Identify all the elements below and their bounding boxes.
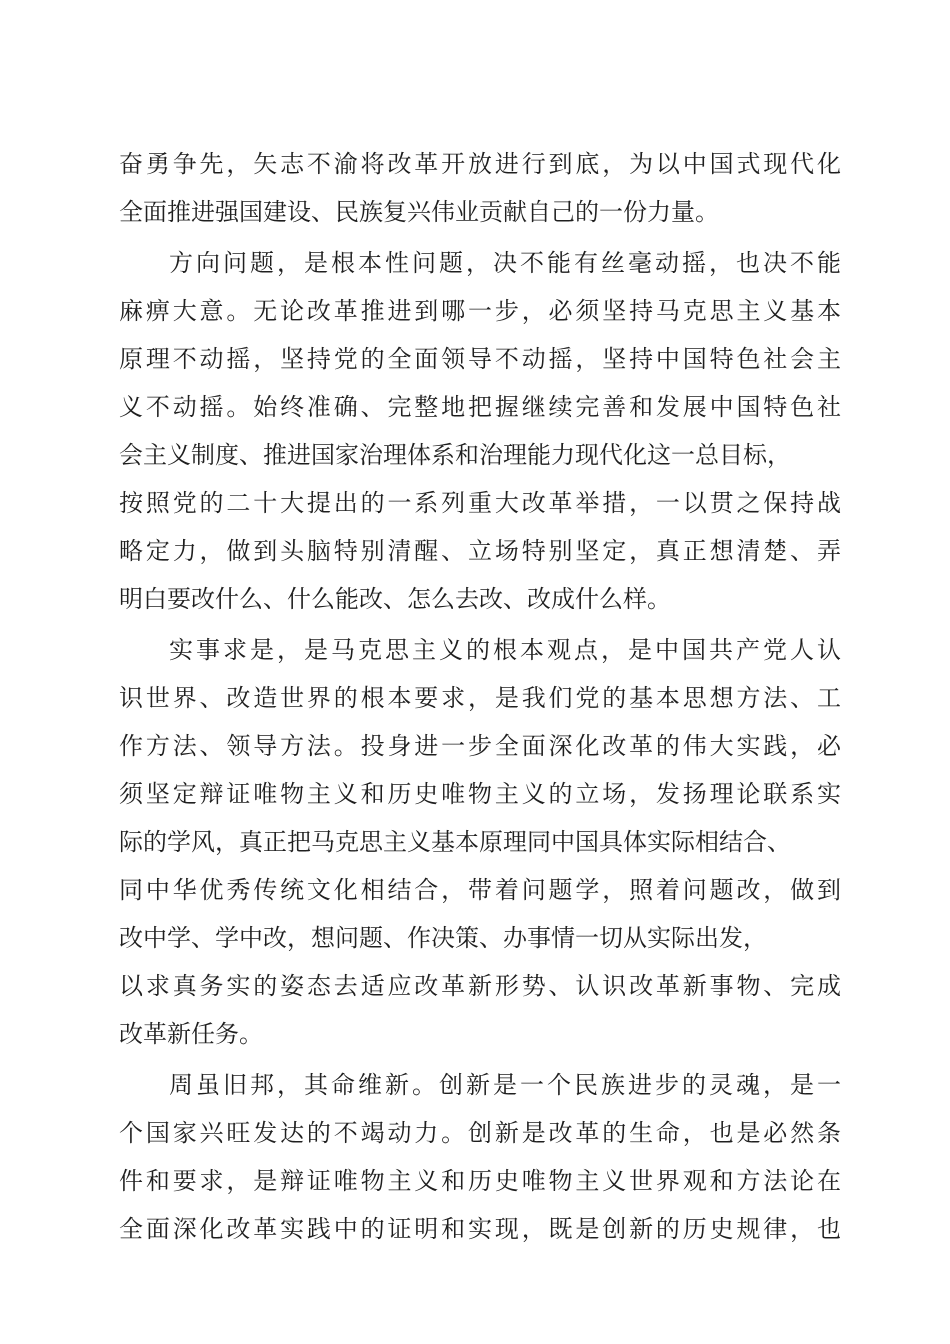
text-line: 全面深化改革实践中的证明和实现，既是创新的历史规律，也 [119,1215,841,1243]
paragraph-3 [119,626,841,1058]
document-body [119,140,841,1253]
text-line: 按照党的二十大提出的一系列重大改革举措，一以贯之保持战 [119,489,841,517]
text-line: 改中学、学中改，想问题、作决策、办事情一切从实际出发， [119,924,767,952]
text-line: 明白要改什么、什么能改、怎么去改、改成什么样。 [119,585,671,613]
text-line: 义不动摇。始终准确、完整地把握继续完善和发展中国特色社 [119,393,841,421]
text-line: 际的学风，真正把马克思主义基本原理同中国具体实际相结合、 [119,828,791,856]
paragraph-1 [119,140,841,236]
text-line: 原理不动摇，坚持党的全面领导不动摇，坚持中国特色社会主 [119,345,841,373]
paragraph-4 [119,1061,841,1253]
text-line: 识世界、改造世界的根本要求，是我们党的基本思想方法、工 [119,684,841,712]
text-line: 须坚定辩证唯物主义和历史唯物主义的立场，发扬理论联系实 [119,780,841,808]
text-line: 件和要求，是辩证唯物主义和历史唯物主义世界观和方法论在 [119,1167,841,1195]
text-line: 同中华优秀传统文化相结合，带着问题学，照着问题改，做到 [119,876,841,904]
text-line: 略定力，做到头脑特别清醒、立场特别坚定，真正想清楚、弄 [119,537,841,565]
paragraph-2 [119,239,841,623]
text-line: 作方法、领导方法。投身进一步全面深化改革的伟大实践，必 [119,732,841,760]
text-line: 改革新任务。 [119,1020,263,1048]
text-line: 奋勇争先，矢志不渝将改革开放进行到底，为以中国式现代化 [119,150,841,178]
text-line: 方向问题，是根本性问题，决不能有丝毫动摇，也决不能 [169,249,841,277]
text-line: 个国家兴旺发达的不竭动力。创新是改革的生命，也是必然条 [119,1119,841,1147]
text-line: 以求真务实的姿态去适应改革新形势、认识改革新事物、完成 [119,972,841,1000]
text-line: 会主义制度、推进国家治理体系和治理能力现代化这一总目标， [119,441,791,469]
text-line: 实事求是，是马克思主义的根本观点，是中国共产党人认 [169,636,841,664]
text-line: 麻痹大意。无论改革推进到哪一步，必须坚持马克思主义基本 [119,297,841,325]
text-line: 周虽旧邦，其命维新。创新是一个民族进步的灵魂，是一 [169,1071,841,1099]
text-line: 全面推进强国建设、民族复兴伟业贡献自己的一份力量。 [119,198,719,226]
